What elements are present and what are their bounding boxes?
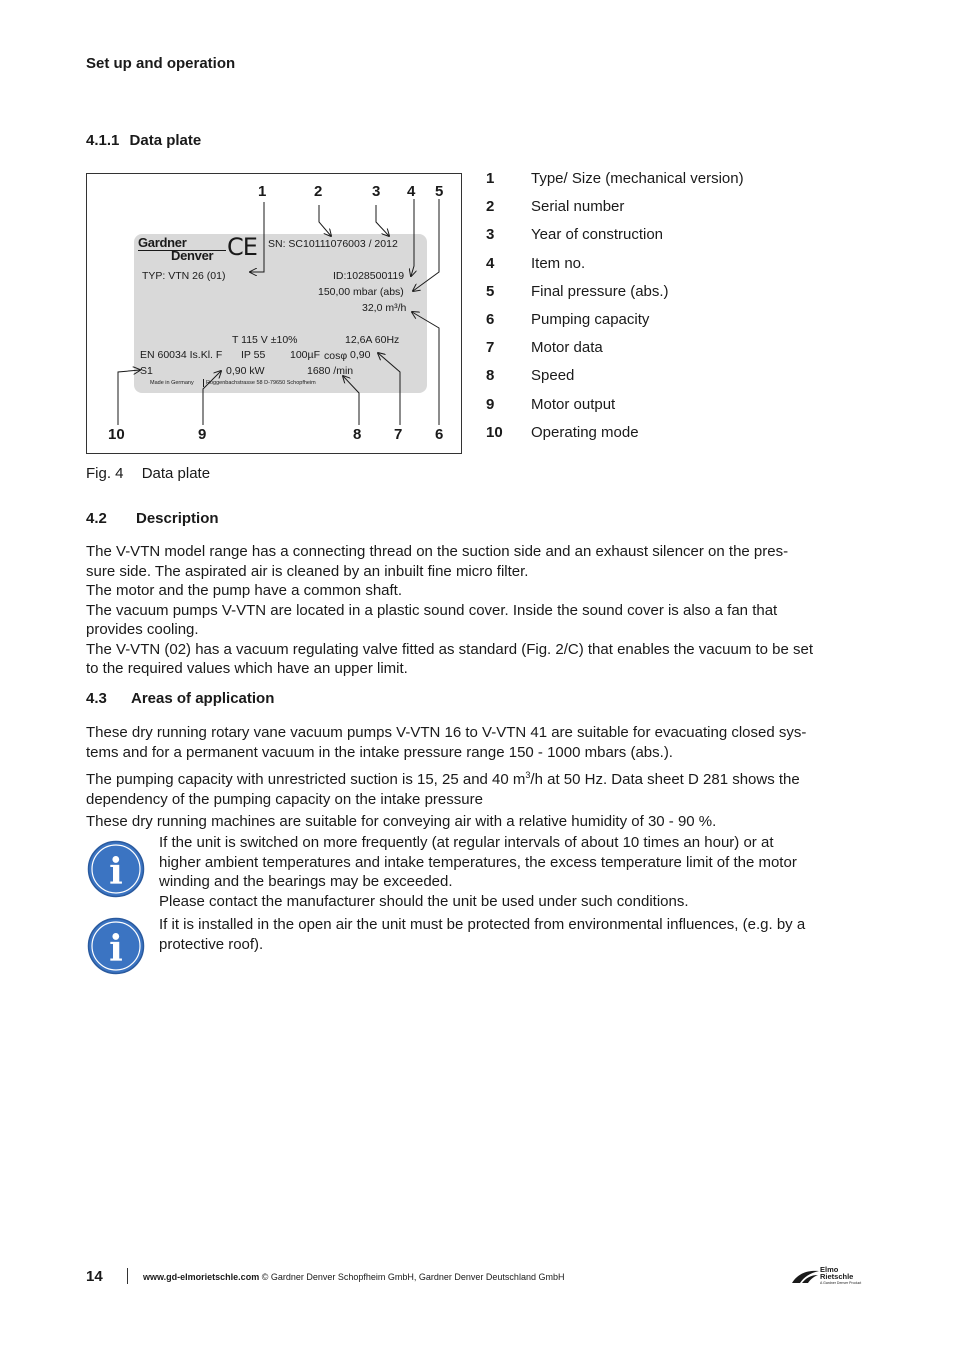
callout-4: 4 [407,183,416,200]
gardner-logo-line2: Denver [171,248,214,263]
footer-url[interactable]: www.gd-elmorietschle.com [143,1272,260,1282]
callout-3: 3 [372,183,381,200]
areas-text: The pumping capacity with unrestricted suction is 15, 25 and 40 m [86,771,526,788]
leader-5 [413,199,439,291]
legend-row [486,339,603,357]
elmo-rietschle-logo [790,1266,864,1288]
legend-number: 2 [486,198,495,216]
brand-tagline: A Gardner Denver Product [820,1281,862,1285]
areas-body [86,723,876,832]
callout-7: 7 [394,426,403,443]
info-note-1 [159,833,869,911]
brand-line1: Elmo [820,1265,839,1274]
leader-8 [343,376,359,425]
plate-capacity: 32,0 m³/h [362,302,407,314]
plate-serial: SN: SC10111076003 / 2012 [268,238,398,250]
legend-label: Speed [531,367,575,385]
leader-1 [250,202,264,272]
plate-cos-value: 0,90 [350,349,371,361]
figure-caption [86,465,210,482]
section-title: Description [136,510,219,527]
running-header: Set up and operation [86,55,236,72]
legend-row [486,367,574,385]
legend-label: Motor output [531,395,616,413]
legend-row [486,198,624,216]
description-line: provides cooling. [86,621,199,638]
plate-capacitor: 100µF [290,349,320,361]
plate-current-freq: 12,6A 60Hz [345,334,400,346]
plate-output: 0,90 kW [226,365,265,377]
callout-10: 10 [108,426,125,443]
legend-number: 1 [486,170,495,187]
leader-9 [203,371,221,425]
ce-mark: CE [227,233,257,261]
areas-text: /h at 50 Hz. Data sheet D 281 shows the [530,771,800,788]
legend-row [486,255,585,273]
legend-label: Operating mode [531,423,639,441]
legend-label: Year of construction [531,226,664,244]
legend-number: 4 [486,254,495,272]
callout-1: 1 [258,183,267,200]
note-line: winding and the bearings may be exceeded. [159,873,453,890]
footer-copyright [143,1272,564,1282]
footer-divider [127,1268,128,1284]
note-line: protective roof). [159,935,264,953]
plate-speed: 1680 /min [307,365,354,377]
legend-number: 9 [486,395,495,413]
legend-label: Item no. [531,254,586,272]
callout-6: 6 [435,426,444,443]
legend-number: 3 [486,226,495,244]
leader-10 [118,370,140,425]
plate-standard: EN 60034 Is.Kl. F [140,349,223,361]
areas-line: tems and for a permanent vacuum in the intake pressure range 150 - 1000 mbars (abs.). [86,743,673,761]
plate-pressure: 150,00 mbar (abs) [318,286,404,298]
leader-6 [412,312,439,425]
legend-row [486,170,744,188]
plate-made-in: Made in Germany [150,380,194,386]
info-note-2 [159,915,869,954]
leader-7 [378,353,400,425]
legend-row [486,283,669,301]
plate-address: Roggenbachstrasse 58 D-79650 Schopfheim [206,380,316,386]
legend-label: Pumping capacity [531,311,650,328]
legend-number: 8 [486,367,495,385]
legend-number: 10 [486,423,503,441]
legend-label: Serial number [531,198,625,216]
legend-number: 7 [486,339,495,357]
legend-row [486,311,649,329]
legend-row [486,396,615,414]
info-icon [87,840,145,898]
callout-2: 2 [314,183,323,200]
legend-label: Type/ Size (mechanical version) [531,170,744,187]
note-line: higher ambient temperatures and intake temperatures, the excess temperature limit of the motor [159,853,797,871]
note-line: If it is installed in the open air the unit must be protected from environmental influences, (e.g. by a [159,916,806,933]
info-glyph: i [109,928,123,970]
caption-number: Fig. 4 [86,465,124,482]
areas-line: These dry running rotary vane vacuum pumps V-VTN 16 to V-VTN 41 are suitable for evacuating closed sys- [86,724,807,741]
plate-cos-label: cosφ [324,350,348,362]
legend-number: 5 [486,282,495,300]
callout-9: 9 [198,426,207,443]
section-number: 4.2 [86,510,107,527]
callout-8: 8 [353,426,362,443]
gardner-logo-line1: Gardner [138,235,187,250]
areas-line [86,766,876,790]
section-title: Areas of application [131,690,275,707]
info-icon [87,917,145,975]
page-number: 14 [86,1268,103,1285]
plate-type: TYP: VTN 26 (01) [142,270,226,282]
section-heading-areas [86,690,275,707]
leader-2 [319,205,331,236]
description-line: The vacuum pumps V-VTN are located in a plastic sound cover. Inside the sound cover is also a fan that [86,601,778,619]
section-number: 4.1.1 [86,132,120,149]
leader-4 [411,199,414,276]
leader-3 [376,205,389,236]
description-line: sure side. The aspirated air is cleaned by an inbuilt fine micro filter. [86,562,529,580]
legend-number: 6 [486,311,495,328]
swoosh-icon [790,1269,820,1285]
callout-5: 5 [435,183,444,200]
description-body [86,542,876,679]
info-glyph: i [109,851,123,893]
plate-id: ID:1028500119 [333,270,405,282]
note-line: Please contact the manufacturer should the unit be used under such conditions. [159,892,689,910]
footer-copyright-text: © Gardner Denver Schopfheim GmbH, Gardner Denver Deutschland GmbH [259,1272,565,1282]
section-heading-description [86,510,219,527]
caption-text: Data plate [141,465,211,482]
note-line: If the unit is switched on more frequently (at regular intervals of about 10 times an hour) or at [159,834,774,851]
plate-mode: S1 [140,365,153,377]
superscript: 3 [525,770,531,780]
section-number: 4.3 [86,690,107,707]
legend-row [486,226,663,244]
description-line: to the required values which have an upper limit. [86,660,408,677]
legend-label: Final pressure (abs.) [531,282,669,300]
areas-line: dependency of the pumping capacity on the intake pressure [86,790,483,808]
brand-line2: Rietschle [820,1272,854,1281]
section-title: Data plate [129,132,202,149]
description-line: The motor and the pump have a common shaft. [86,582,403,599]
plate-voltage: T 115 V ±10% [232,334,298,346]
description-line: The V-VTN model range has a connecting thread on the suction side and an exhaust silencer on the pres- [86,543,789,560]
areas-line: These dry running machines are suitable for conveying air with a relative humidity of 30 - 90 %. [86,813,717,830]
legend-label: Motor data [531,339,603,357]
plate-ip: IP 55 [241,349,266,361]
legend-row [486,424,639,442]
description-line: The V-VTN (02) has a vacuum regulating valve fitted as standard (Fig. 2/C) that enables the vacuum to be set [86,640,814,658]
